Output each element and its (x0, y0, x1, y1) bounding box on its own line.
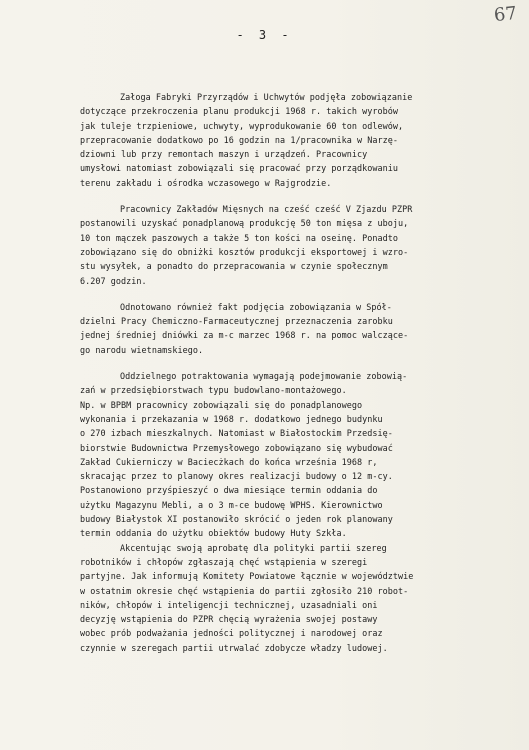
text-line: ników, chłopów i inteligencji technicznej, uzasadniali oni (80, 599, 378, 610)
text-line: Odnotowano również fakt podjęcia zobowiązania w Spół- (120, 301, 392, 312)
text-line: jednej średniej dniówki za m-c marzec 1968 r. na pomoc walczące- (80, 330, 409, 341)
document-body (80, 90, 520, 667)
text-line: robotników i chłopów zgłaszają chęć wstąpienia w szeregi (80, 556, 368, 567)
text-line: przepracowanie dodatkowo po 16 godzin na 1/pracownika w Narzę- (80, 134, 399, 145)
text-line: Np. w BPBM pracownicy zobowiązali się do ponadplanowego (80, 399, 363, 410)
text-line: Załoga Fabryki Przyrządów i Uchwytów podjęła zobowiązanie (120, 92, 413, 102)
text-line: budowy Białystok XI postanowiło skrócić o jeden rok planowany (80, 514, 393, 525)
page-number: - 3 - (236, 28, 293, 42)
text-line: postanowili uzyskać ponadplanową produkcję 50 ton mięsa z uboju, (80, 218, 409, 229)
text-line: wykonania i przekazania w 1968 r. dodatkowo jednego budynku (80, 413, 383, 424)
text-line: Postanowiono przyśpieszyć o dwa miesiące termin oddania do (80, 485, 378, 496)
text-line: biorstwie Budownictwa Przemysłowego zobowiązano się wybudować (80, 442, 393, 453)
text-line: skracając przez to planowy okres realizacji budowy o 12 m-cy. (80, 471, 393, 482)
text-line: termin oddania do użytku obiektów budowy Huty Szkła. (80, 528, 347, 539)
text-line: wobec prób podważania jedności politycznej i narodowej oraz (80, 628, 383, 639)
text-line: stu wysyłek, a ponadto do przepracowania w czynie społecznym (80, 261, 388, 272)
text-line: decyzję wstąpienia do PZPR chęcią wyrażenia swojej postawy (80, 614, 378, 625)
text-line: dzielni Pracy Chemiczno-Farmaceutycznej przeznaczenia zarobku (80, 316, 393, 327)
text-line: zobowiązano się do obniżki kosztów produkcji eksportowej i wzro- (80, 246, 409, 257)
text-line: w ostatnim okresie chęć wstąpienia do partii zgłosiło 210 robot- (80, 585, 409, 596)
text-line: Akcentując swoją aprobatę dla polityki partii szereg (120, 542, 387, 553)
text-line: zań w przedsiębiorstwach typu budowlano-montażowego. (80, 385, 347, 396)
text-line: 10 ton mączek paszowych a także 5 ton kości na oseinę. Ponadto (80, 232, 399, 243)
text-line: go narodu wietnamskiego. (80, 344, 204, 355)
paragraph-2 (80, 202, 520, 288)
paragraph-1 (80, 90, 520, 190)
text-line: o 270 izbach mieszkalnych. Natomiast w Białostockim Przedsię- (80, 428, 393, 439)
text-line: Pracownicy Zakładów Mięsnych na cześć cześć V Zjazdu PZPR (120, 204, 413, 215)
text-line: jak tuleje trzpieniowe, uchwyty, wyprodukowanie 60 ton odlewów, (80, 120, 404, 131)
paragraph-4 (80, 369, 520, 655)
text-line: terenu zakładu i ośrodka wczasowego w Rajgrodzie. (80, 177, 332, 188)
text-line: Oddzielnego potraktowania wymagają podejmowanie zobowią- (120, 371, 408, 382)
text-line: użytku Magazynu Mebli, a o 3 m-ce budowę WPHS. Kierownictwo (80, 499, 383, 510)
text-line: dziowni lub przy remontach maszyn i urządzeń. Pracownicy (80, 149, 368, 160)
text-line: czynnie w szeregach partii utrwalać zdobycze władzy ludowej. (80, 642, 388, 653)
text-line: Zakład Cukierniczy w Baciecżkach do końca września 1968 r, (80, 456, 378, 467)
text-line: partyjne. Jak informują Komitety Powiatowe łącznie w województwie (80, 571, 414, 582)
text-line: umysłowi natomiast zobowiązali się pracować przy porządkowaniu (80, 163, 399, 174)
paragraph-3 (80, 300, 520, 357)
text-line: 6.207 godzin. (80, 275, 147, 286)
handwritten-page-number: 67 (493, 2, 519, 27)
text-line: dotyczące przekroczenia planu produkcji 1968 r. takich wyrobów (80, 106, 399, 117)
